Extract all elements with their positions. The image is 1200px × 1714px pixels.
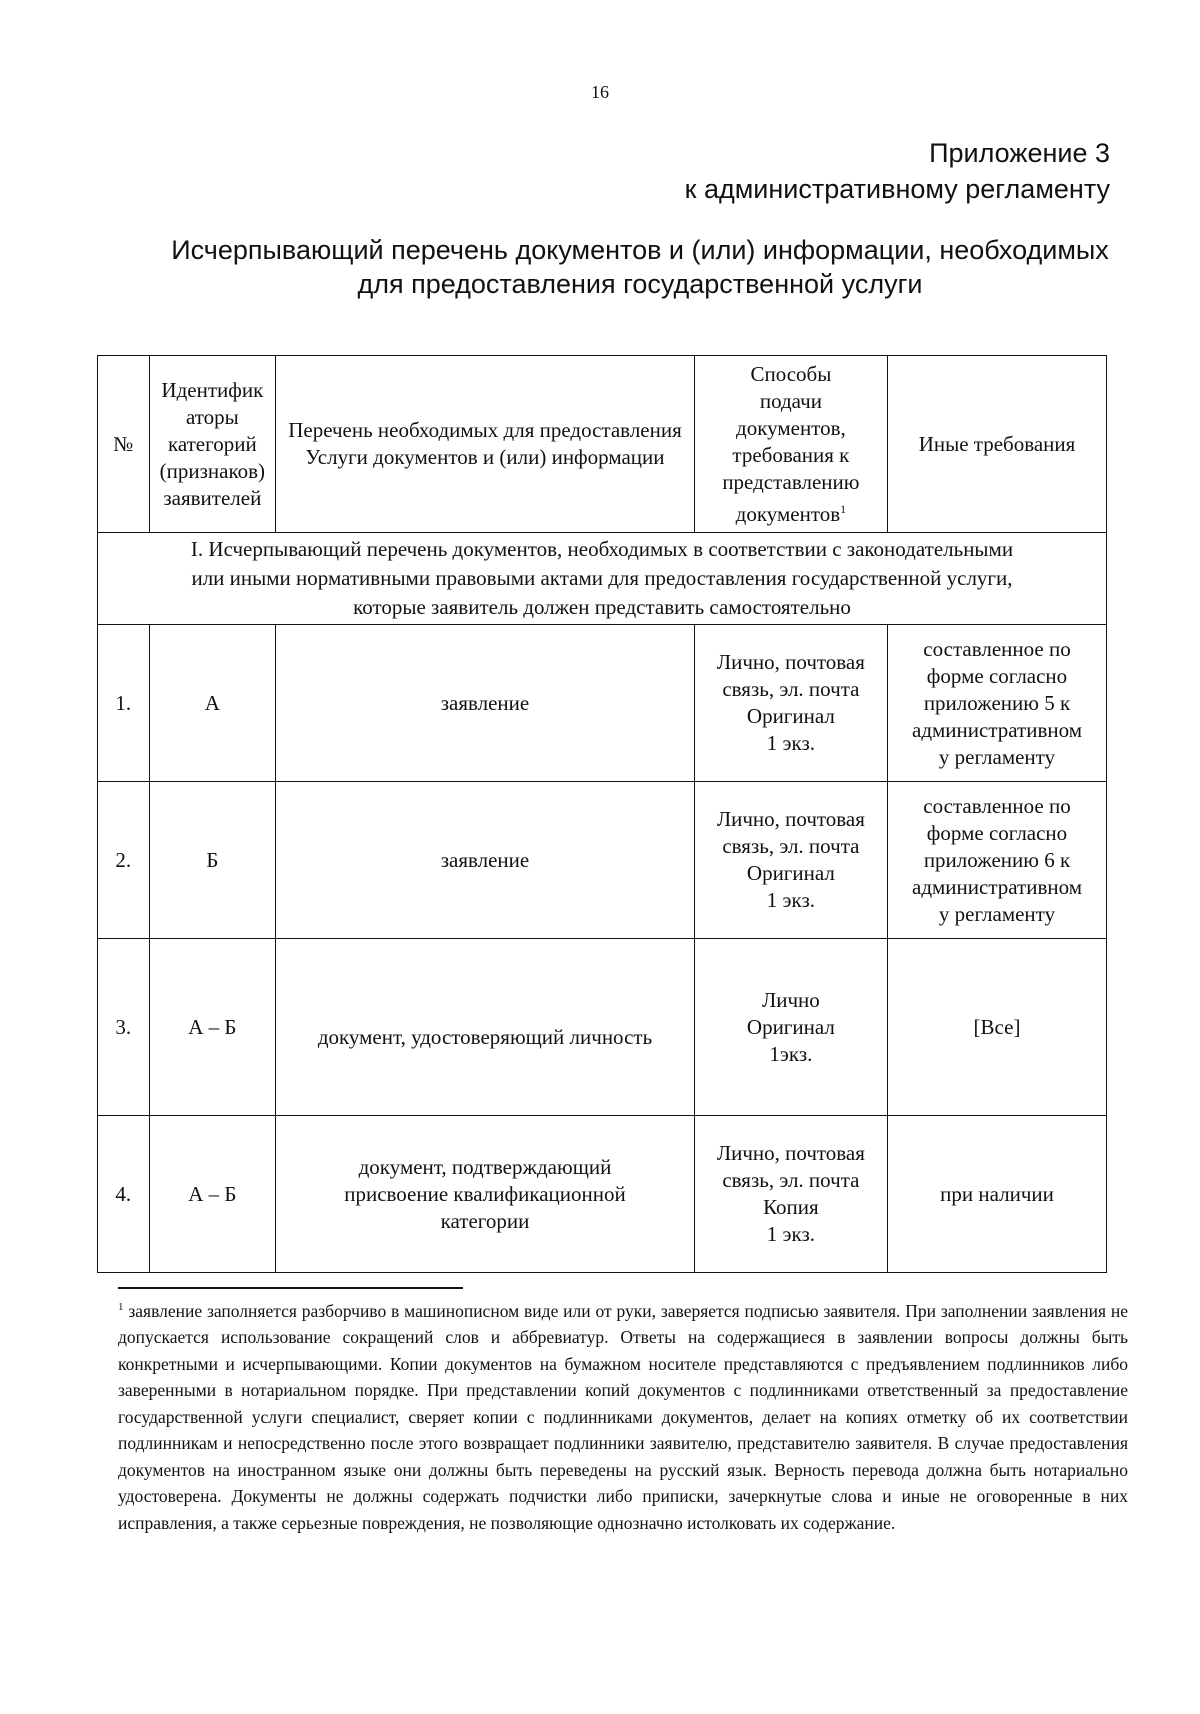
table-row [98,782,1107,939]
page-number: 16 [591,82,609,102]
row-num: 4. [98,1116,150,1273]
row-num: 3. [98,939,150,1116]
title-line-1: Исчерпывающий перечень документов и (или) информации, необходимых [171,235,1109,265]
appendix-heading [685,135,1110,207]
row-document: документ, удостоверяющий личность [276,939,695,1116]
document-title [150,233,1130,301]
title-line-2: для предоставления государственной услуги [357,269,923,299]
table-row [98,1116,1107,1273]
row-num: 2. [98,782,150,939]
table-row [98,625,1107,782]
footnote-marker: 1 [118,1301,124,1313]
requirements-table [97,355,1107,1273]
footnote-ref: 1 [840,501,847,516]
row-method: Лично, почтовая связь, эл. почта Оригинал 1 экз. [694,625,887,782]
section-heading-row [98,533,1107,625]
row-identifier: Б [149,782,276,939]
row-method: Лично Оригинал 1экз. [694,939,887,1116]
row-identifier: А – Б [149,1116,276,1273]
row-method: Лично, почтовая связь, эл. почта Копия 1 экз. [694,1116,887,1273]
header-documents: Перечень необходимых для предоставления Услуги документов и (или) информации [276,356,695,533]
appendix-line-2: к административному регламенту [684,174,1110,204]
row-document: заявление [276,782,695,939]
header-row [98,356,1107,533]
row-other: [Все] [888,939,1107,1116]
row-other: составленное по форме согласно приложению 6 к административном у регламенту [888,782,1107,939]
footnote [118,1294,1128,1536]
header-identifiers: Идентифик аторы категорий (признаков) заявителей [149,356,276,533]
header-methods: Способы подачи документов, требования к представлению документов$^1$ [694,356,887,533]
row-document: заявление [276,625,695,782]
row-document: документ, подтверждающий присвоение квалификационной категории [276,1116,695,1273]
footnote-divider [118,1287,463,1289]
row-identifier: А [149,625,276,782]
appendix-line-1: Приложение 3 [929,138,1110,168]
row-num: 1. [98,625,150,782]
row-method: Лично, почтовая связь, эл. почта Оригинал 1 экз. [694,782,887,939]
section-heading: I. Исчерпывающий перечень документов, необходимых в соответствии с законодательными или иными нормативными правовыми актами для предоставления государственной услуги, которые заявитель должен представить самостоятельно [98,533,1107,625]
footnote-text: заявление заполняется разборчиво в машинописном виде или от руки, заверяется подписью заявителя. При заполнении заявления не допускается использование сокращений слов и аббревиатур. Ответы на содержащиеся в заявлении вопросы должны быть конкретными и исчерпывающими. Копии документов на бумажном носителе представляются с предъявлением подлинников либо заверенными в нотариальном порядке. При представлении копий документов с подлинниками ответственный за предоставление государственной услуги специалист, сверяет копии с подлинниками документов, делает на копиях отметку об их соответствии подлинникам и непосредственно после этого возвращает подлинники заявителю, представителю заявителя. В случае предоставления документов на иностранном языке они должны быть переведены на русский язык. Верность перевода должна быть нотариально удостоверена. Документы не должны содержать подчистки либо приписки, зачеркнутые слова и иные не оговоренные в них исправления, а также серьезные повреждения, не позволяющие однозначно истолковать их содержание. [118,1300,1129,1533]
row-other: при наличии [888,1116,1107,1273]
row-other: составленное по форме согласно приложению 5 к административном у регламенту [888,625,1107,782]
header-num: № [98,356,150,533]
table-row [98,939,1107,1116]
row-identifier: А – Б [149,939,276,1116]
header-other-requirements: Иные требования [888,356,1107,533]
